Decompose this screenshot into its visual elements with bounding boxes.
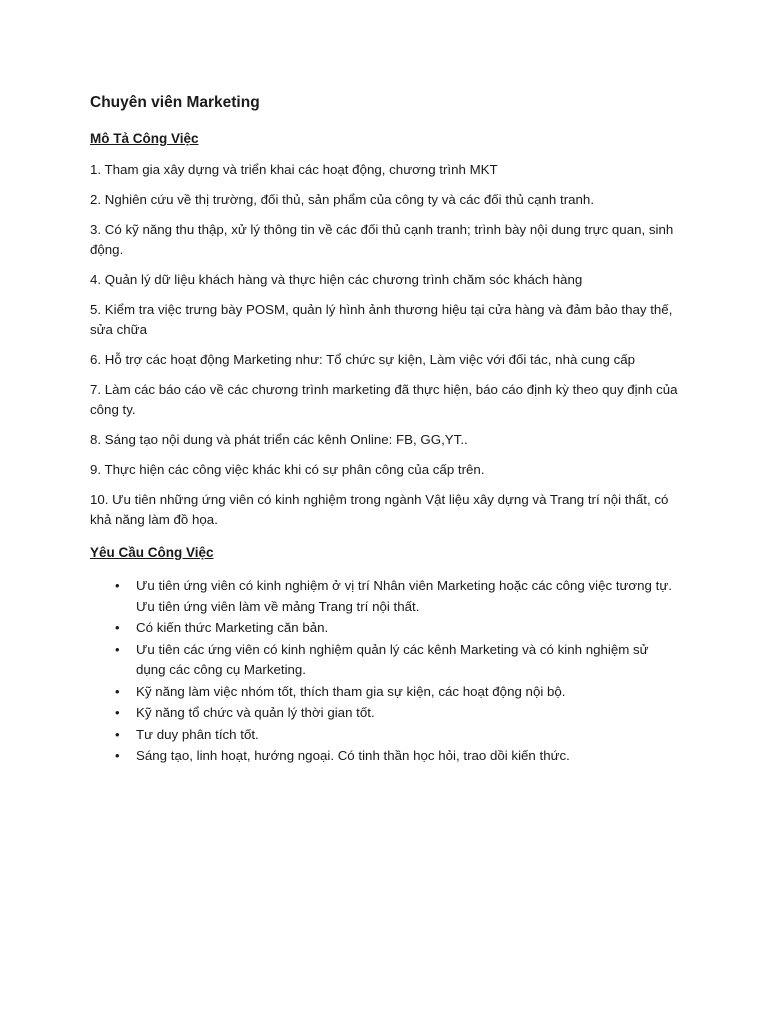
description-item: 7. Làm các báo cáo về các chương trình marketing đã thực hiện, báo cáo định kỳ theo quy định của công ty. bbox=[90, 382, 678, 417]
bullet-icon: • bbox=[115, 683, 120, 699]
bullet-icon: • bbox=[115, 578, 120, 593]
bullet-icon: • bbox=[115, 748, 120, 763]
requirement-text: Kỹ năng tổ chức và quản lý thời gian tốt. bbox=[136, 705, 375, 720]
requirement-item bbox=[115, 640, 680, 681]
description-item: 3. Có kỹ năng thu thập, xử lý thông tin về các đối thủ cạnh tranh; trình bày nội dung trực quan, sinh động. bbox=[90, 222, 674, 257]
bullet-icon: • bbox=[115, 726, 120, 742]
bullet-icon: • bbox=[115, 641, 120, 657]
description-item: 9. Thực hiện các công việc khác khi có sự phân công của cấp trên. bbox=[90, 462, 485, 477]
requirement-text: Có kiến thức Marketing căn bản. bbox=[136, 620, 329, 635]
description-item: 2. Nghiên cứu về thị trường, đối thủ, sản phẩm của công ty và các đối thủ cạnh tranh. bbox=[90, 192, 595, 207]
description-item: 5. Kiểm tra việc trưng bày POSM, quản lý hình ảnh thương hiệu tại cửa hàng và đảm bảo thay thế, sửa chữa bbox=[90, 302, 673, 337]
description-list bbox=[90, 160, 680, 530]
document-title: Chuyên viên Marketing bbox=[90, 94, 260, 111]
requirement-item bbox=[115, 746, 680, 767]
requirement-text: Sáng tạo, linh hoạt, hướng ngoại. Có tinh thần học hỏi, trao dồi kiến thức. bbox=[136, 748, 570, 763]
requirement-item bbox=[115, 703, 680, 724]
requirement-text: Ưu tiên các ứng viên có kinh nghiệm quản lý các kênh Marketing và có kinh nghiệm sử dụng các công cụ Marketing. bbox=[136, 641, 649, 677]
requirement-item bbox=[115, 576, 680, 617]
description-item: 4. Quản lý dữ liệu khách hàng và thực hiện các chương trình chăm sóc khách hàng bbox=[90, 272, 583, 287]
bullet-icon: • bbox=[115, 620, 120, 635]
requirement-item bbox=[115, 725, 680, 746]
description-heading: Mô Tả Công Việc bbox=[90, 131, 199, 146]
description-item: 6. Hỗ trợ các hoạt động Marketing như: Tổ chức sự kiện, Làm việc với đối tác, nhà cung cấp bbox=[90, 352, 636, 367]
requirement-text: Kỹ năng làm việc nhóm tốt, thích tham gia sự kiện, các hoạt động nội bộ. bbox=[136, 683, 566, 699]
requirement-text: Ưu tiên ứng viên có kinh nghiệm ở vị trí Nhân viên Marketing hoặc các công việc tương tự. Ưu tiên ứng viên làm về mảng Trang trí nội thất. bbox=[136, 578, 672, 614]
bullet-icon: • bbox=[115, 705, 120, 720]
requirements-heading: Yêu Cầu Công Việc bbox=[90, 545, 214, 560]
requirement-text: Tư duy phân tích tốt. bbox=[136, 726, 259, 742]
requirement-item bbox=[115, 618, 680, 639]
description-item: 8. Sáng tạo nội dung và phát triển các kênh Online: FB, GG,YT.. bbox=[90, 432, 468, 447]
description-item: 10. Ưu tiên những ứng viên có kinh nghiệm trong ngành Vật liệu xây dựng và Trang trí nội thất, có khả năng làm đồ họa. bbox=[90, 492, 669, 527]
document-page bbox=[90, 92, 680, 768]
requirement-item bbox=[115, 682, 680, 703]
requirements-list bbox=[90, 576, 680, 767]
description-item: 1. Tham gia xây dựng và triển khai các hoạt động, chương trình MKT bbox=[90, 162, 498, 177]
